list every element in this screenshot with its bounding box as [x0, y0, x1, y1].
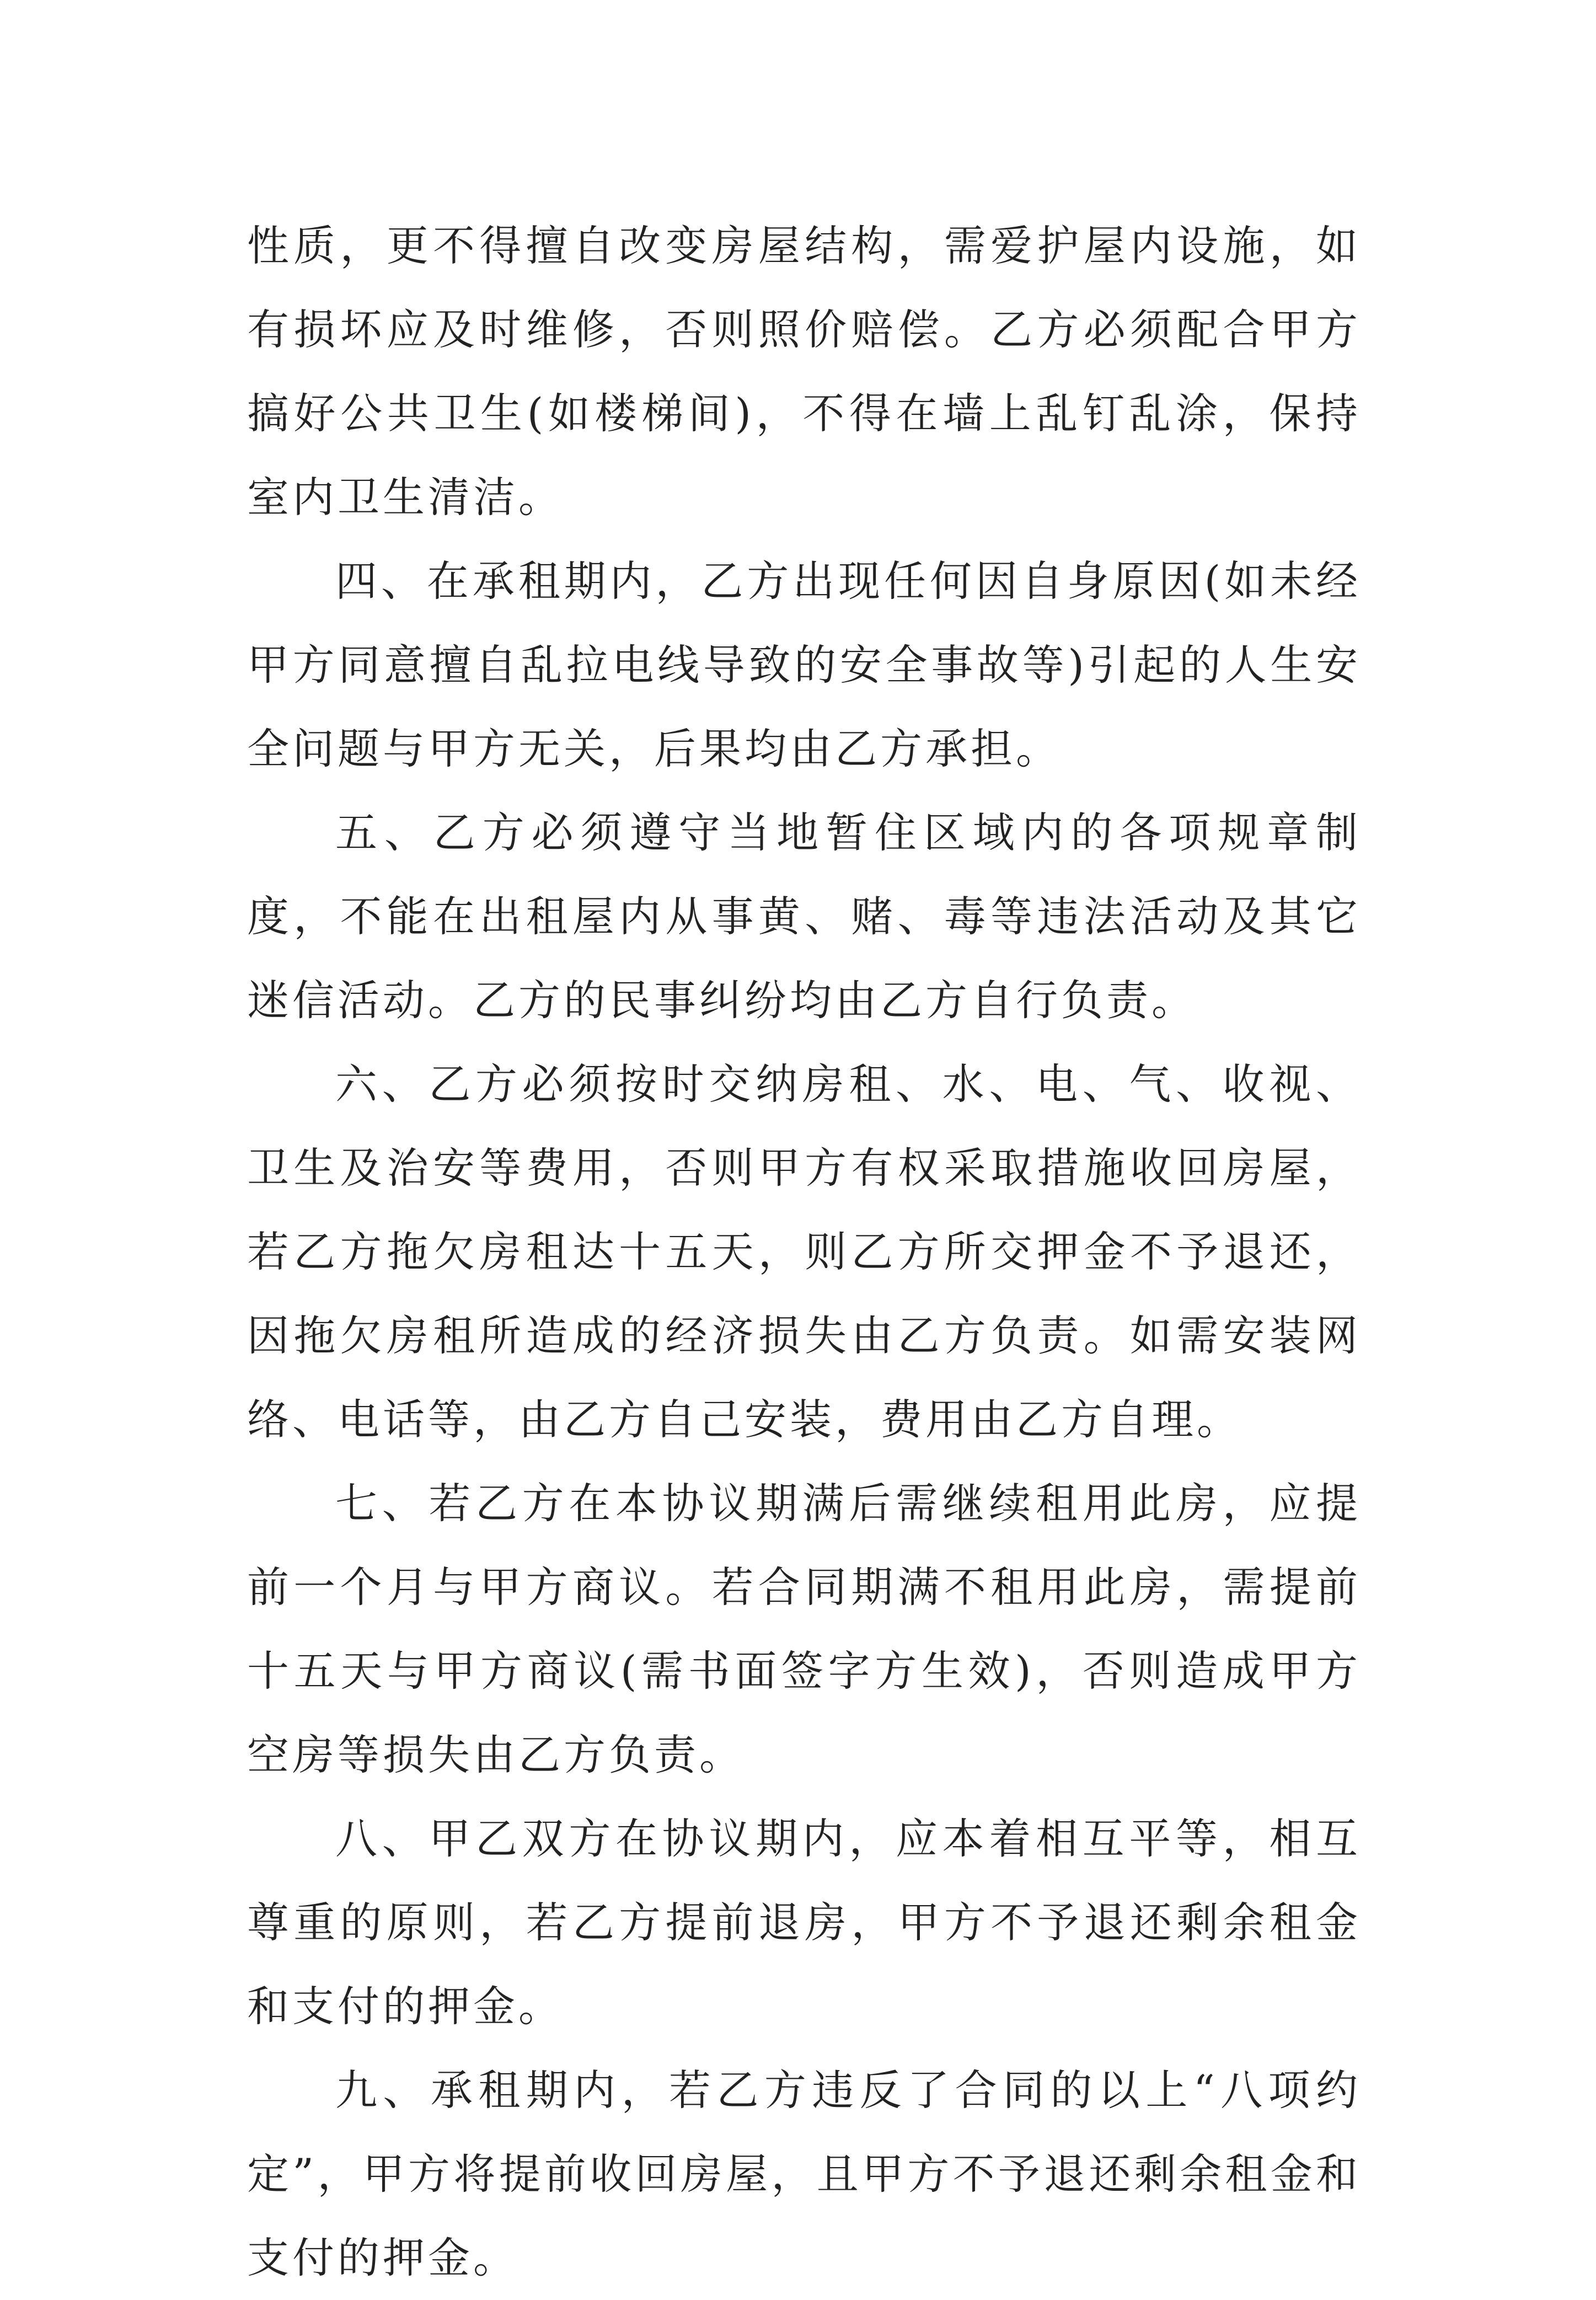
paragraph-continuation: 性质，更不得擅自改变房屋结构，需爱护屋内设施，如有损坏应及时维修，否则照价赔偿。乙方必须配合甲方搞好公共卫生(如楼梯间)，不得在墙上乱钉乱涂，保持室内卫生清洁。 [247, 221, 1361, 522]
paragraph-clause-8: 八、甲乙双方在协议期内，应本着相互平等，相互尊重的原则，若乙方提前退房，甲方不予退还剩余租金和支付的押金。 [247, 1814, 1361, 2031]
paragraph-clause-5: 五、乙方必须遵守当地暂住区域内的各项规章制度，不能在出租屋内从事黄、赌、毒等违法活动及其它迷信活动。乙方的民事纠纷均由乙方自行负责。 [247, 808, 1361, 1025]
paragraph-clause-4: 四、在承租期内，乙方出现任何因自身原因(如未经甲方同意擅自乱拉电线导致的安全事故等)引起的人生安全问题与甲方无关，后果均由乙方承担。 [247, 557, 1361, 773]
paragraph-clause-7: 七、若乙方在本协议期满后需继续租用此房，应提前一个月与甲方商议。若合同期满不租用此房，需提前十五天与甲方商议(需书面签字方生效)，否则造成甲方空房等损失由乙方负责。 [247, 1479, 1361, 1779]
paragraph-clause-6: 六、乙方必须按时交纳房租、水、电、气、收视、卫生及治安等费用，否则甲方有权采取措施收回房屋，若乙方拖欠房租达十五天，则乙方所交押金不予退还，因拖欠房租所造成的经济损失由乙方负责。如需安装网络、电话等，由乙方自己安装，费用由乙方自理。 [247, 1060, 1361, 1444]
paragraph-clause-9: 九、承租期内，若乙方违反了合同的以上“八项约定”，甲方将提前收回房屋，且甲方不予退还剩余租金和支付的押金。 [247, 2066, 1361, 2282]
document-body [247, 204, 1361, 2300]
